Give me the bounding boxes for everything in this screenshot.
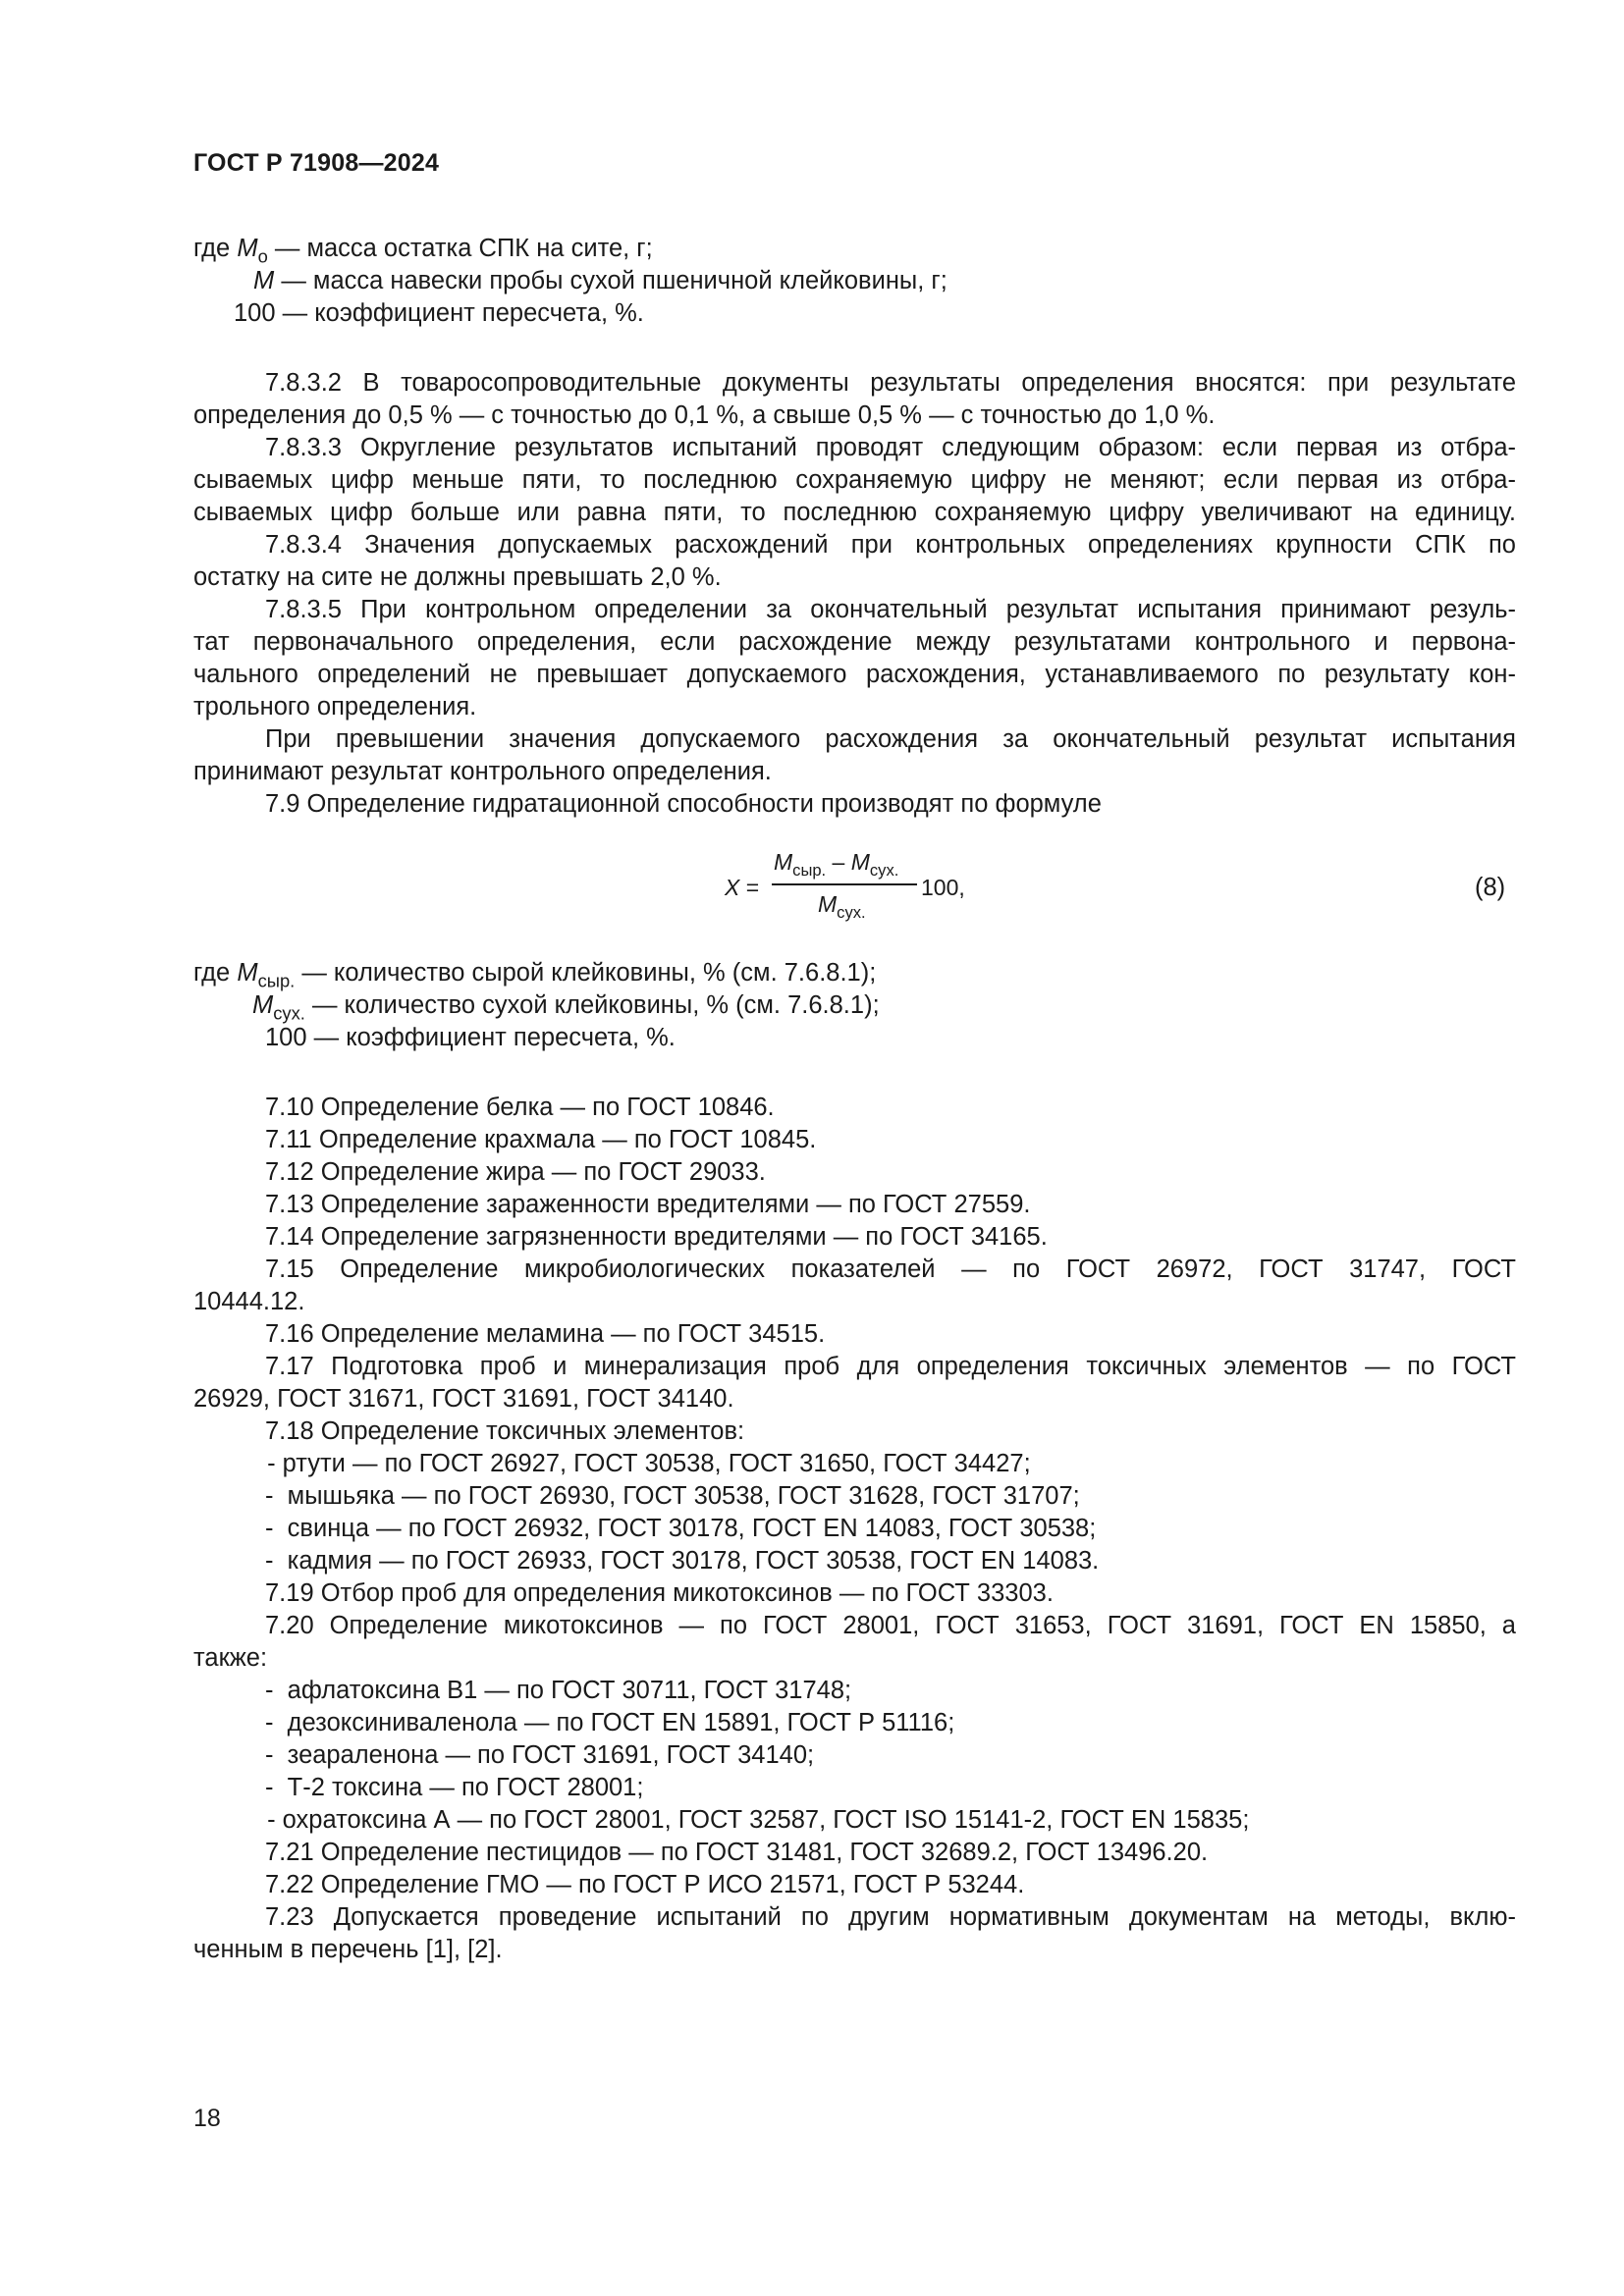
formula-minus: – xyxy=(826,849,851,875)
symbol: M xyxy=(237,235,258,262)
paragraph-line: 7.10 Определение белка — по ГОСТ 10846. xyxy=(265,1094,775,1121)
paragraph-line: 10444.12. xyxy=(193,1288,305,1315)
paragraph-line: трольного определения. xyxy=(193,693,477,721)
paragraph-line: 7.11 Определение крахмала — по ГОСТ 10845. xyxy=(265,1126,817,1153)
formula-symbol: M xyxy=(774,849,793,875)
formula-factor xyxy=(921,875,965,901)
formula-subscript: сух. xyxy=(837,902,866,922)
list-item: - афлатоксина В1 — по ГОСТ 30711, ГОСТ 31748; xyxy=(265,1677,852,1704)
where-line xyxy=(252,989,880,1022)
paragraph-line: остатку на сите не должны превышать 2,0 %. xyxy=(193,563,722,591)
paragraph-line: сываемых цифр больше или равна пяти, то последнюю сохраняемую цифру увеличивают на единицу. xyxy=(193,499,1516,526)
list-item: - Т-2 токсина — по ГОСТ 28001; xyxy=(265,1774,644,1801)
list-item: - мышьяка — по ГОСТ 26930, ГОСТ 30538, ГОСТ 31628, ГОСТ 31707; xyxy=(265,1482,1080,1510)
list-item: - свинца — по ГОСТ 26932, ГОСТ 30178, ГОСТ EN 14083, ГОСТ 30538; xyxy=(265,1515,1097,1542)
symbol: M xyxy=(252,991,274,1019)
symbol: M xyxy=(237,959,258,987)
where-prefix: 100 xyxy=(265,1024,307,1051)
symbol-subscript: сух. xyxy=(273,1002,305,1024)
paragraph-line: принимают результат контрольного определения. xyxy=(193,758,772,785)
paragraph-line: При превышении значения допускаемого расхождения за окончательный результат испытания xyxy=(265,725,1516,753)
where-line xyxy=(253,265,947,297)
symbol-subscript: сыр. xyxy=(257,970,296,991)
where-text: — количество сырой клейковины, % (см. 7.6.8.1); xyxy=(295,959,877,987)
paragraph-line: 7.16 Определение меламина — по ГОСТ 34515. xyxy=(265,1320,826,1348)
where-text: — масса навески пробы сухой пшеничной клейковины, г; xyxy=(274,267,947,294)
formula-symbol-x: X xyxy=(725,875,740,900)
formula-factor-value: 100 xyxy=(921,875,959,900)
formula-lhs xyxy=(725,875,759,901)
where-prefix: где xyxy=(193,235,238,262)
paragraph-line: 7.8.3.2 В товаросопроводительные документы результаты определения вносятся: при результате xyxy=(265,369,1516,397)
formula-symbol: M xyxy=(850,849,870,875)
paragraph-line: 7.19 Отбор проб для определения микотоксинов — по ГОСТ 33303. xyxy=(265,1579,1054,1607)
paragraph-line: сываемых цифр меньше пяти, то последнюю сохраняемую цифру не меняют; если первая из отбра- xyxy=(193,466,1516,494)
formula-8 xyxy=(725,846,990,934)
where-line xyxy=(193,957,876,989)
formula-symbol: M xyxy=(818,891,838,917)
paragraph-line: 7.8.3.4 Значения допускаемых расхождений при контрольных определениях крупности СПК по xyxy=(265,531,1516,559)
paragraph-line: 7.20 Определение микотоксинов — по ГОСТ 28001, ГОСТ 31653, ГОСТ 31691, ГОСТ EN 15850, а xyxy=(265,1612,1516,1639)
paragraph-line: 7.15 Определение микробиологических показателей — по ГОСТ 26972, ГОСТ 31747, ГОСТ xyxy=(265,1255,1516,1283)
formula-subscript: сух. xyxy=(869,860,899,880)
paragraph-line: 26929, ГОСТ 31671, ГОСТ 31691, ГОСТ 34140. xyxy=(193,1385,734,1413)
where-line xyxy=(234,297,644,330)
paragraph-line: 7.21 Определение пестицидов — по ГОСТ 31481, ГОСТ 32689.2, ГОСТ 13496.20. xyxy=(265,1839,1209,1866)
paragraph-line: тат первоначального определения, если расхождение между результатами контрольного и первона- xyxy=(193,628,1516,656)
list-item: - кадмия — по ГОСТ 26933, ГОСТ 30178, ГОСТ 30538, ГОСТ EN 14083. xyxy=(265,1547,1100,1575)
formula-comma: , xyxy=(958,875,965,900)
where-text: — коэффициент пересчета, %. xyxy=(275,299,644,327)
paragraph-line: 7.14 Определение загрязненности вредителями — по ГОСТ 34165. xyxy=(265,1223,1048,1251)
where-line xyxy=(193,233,653,265)
page-number: 18 xyxy=(193,2105,221,2132)
paragraph-line: также: xyxy=(193,1644,268,1672)
list-item: - зеараленона — по ГОСТ 31691, ГОСТ 34140; xyxy=(265,1741,815,1769)
where-line xyxy=(265,1022,676,1054)
list-item: - охратоксина А — по ГОСТ 28001, ГОСТ 32587, ГОСТ ISO 15141-2, ГОСТ EN 15835; xyxy=(260,1806,1250,1834)
fraction-bar xyxy=(772,883,917,885)
paragraph-line: определения до 0,5 % — с точностью до 0,1 %, а свыше 0,5 % — с точностью до 1,0 %. xyxy=(193,401,1216,429)
symbol: M xyxy=(253,267,275,294)
where-text: — коэффициент пересчета, %. xyxy=(306,1024,676,1051)
where-prefix: 100 xyxy=(234,299,276,327)
paragraph-line: 7.23 Допускается проведение испытаний по другим нормативным документам на методы, вклю- xyxy=(265,1903,1516,1931)
paragraph-line: 7.8.3.3 Округление результатов испытаний проводят следующим образом: если первая из отбра- xyxy=(265,434,1516,461)
paragraph-line: 7.13 Определение зараженности вредителями — по ГОСТ 27559. xyxy=(265,1191,1031,1218)
paragraph-line: ченным в перечень [1], [2]. xyxy=(193,1936,503,1963)
symbol-subscript: о xyxy=(257,245,268,267)
paragraph-line: 7.9 Определение гидратационной способности производят по формуле xyxy=(265,790,1102,818)
paragraph-line: 7.8.3.5 При контрольном определении за окончательный результат испытания принимают резуль- xyxy=(265,596,1516,623)
document-header: ГОСТ Р 71908—2024 xyxy=(193,149,440,177)
where-text: — количество сухой клейковины, % (см. 7.6.8.1); xyxy=(304,991,880,1019)
list-item: - ртути — по ГОСТ 26927, ГОСТ 30538, ГОСТ 31650, ГОСТ 34427; xyxy=(260,1450,1031,1477)
list-item: - дезоксиниваленола — по ГОСТ EN 15891, ГОСТ Р 51116; xyxy=(265,1709,955,1736)
paragraph-line: 7.12 Определение жира — по ГОСТ 29033. xyxy=(265,1158,766,1186)
equation-number: (8) xyxy=(1475,874,1506,901)
paragraph-line: чального определений не превышает допускаемого расхождения, устанавливаемого по результату кон- xyxy=(193,661,1516,688)
where-prefix: где xyxy=(193,959,238,987)
formula-equals: = xyxy=(739,875,760,900)
where-text: — масса остатка СПК на сите, г; xyxy=(267,235,653,262)
paragraph-line: 7.17 Подготовка проб и минерализация проб для определения токсичных элементов — по ГОСТ xyxy=(265,1353,1516,1380)
paragraph-line: 7.18 Определение токсичных элементов: xyxy=(265,1417,745,1445)
fraction-denominator xyxy=(818,891,866,922)
formula-subscript: сыр. xyxy=(792,860,827,880)
fraction-numerator xyxy=(774,849,899,880)
paragraph-line: 7.22 Определение ГМО — по ГОСТ Р ИСО 21571, ГОСТ Р 53244. xyxy=(265,1871,1025,1898)
